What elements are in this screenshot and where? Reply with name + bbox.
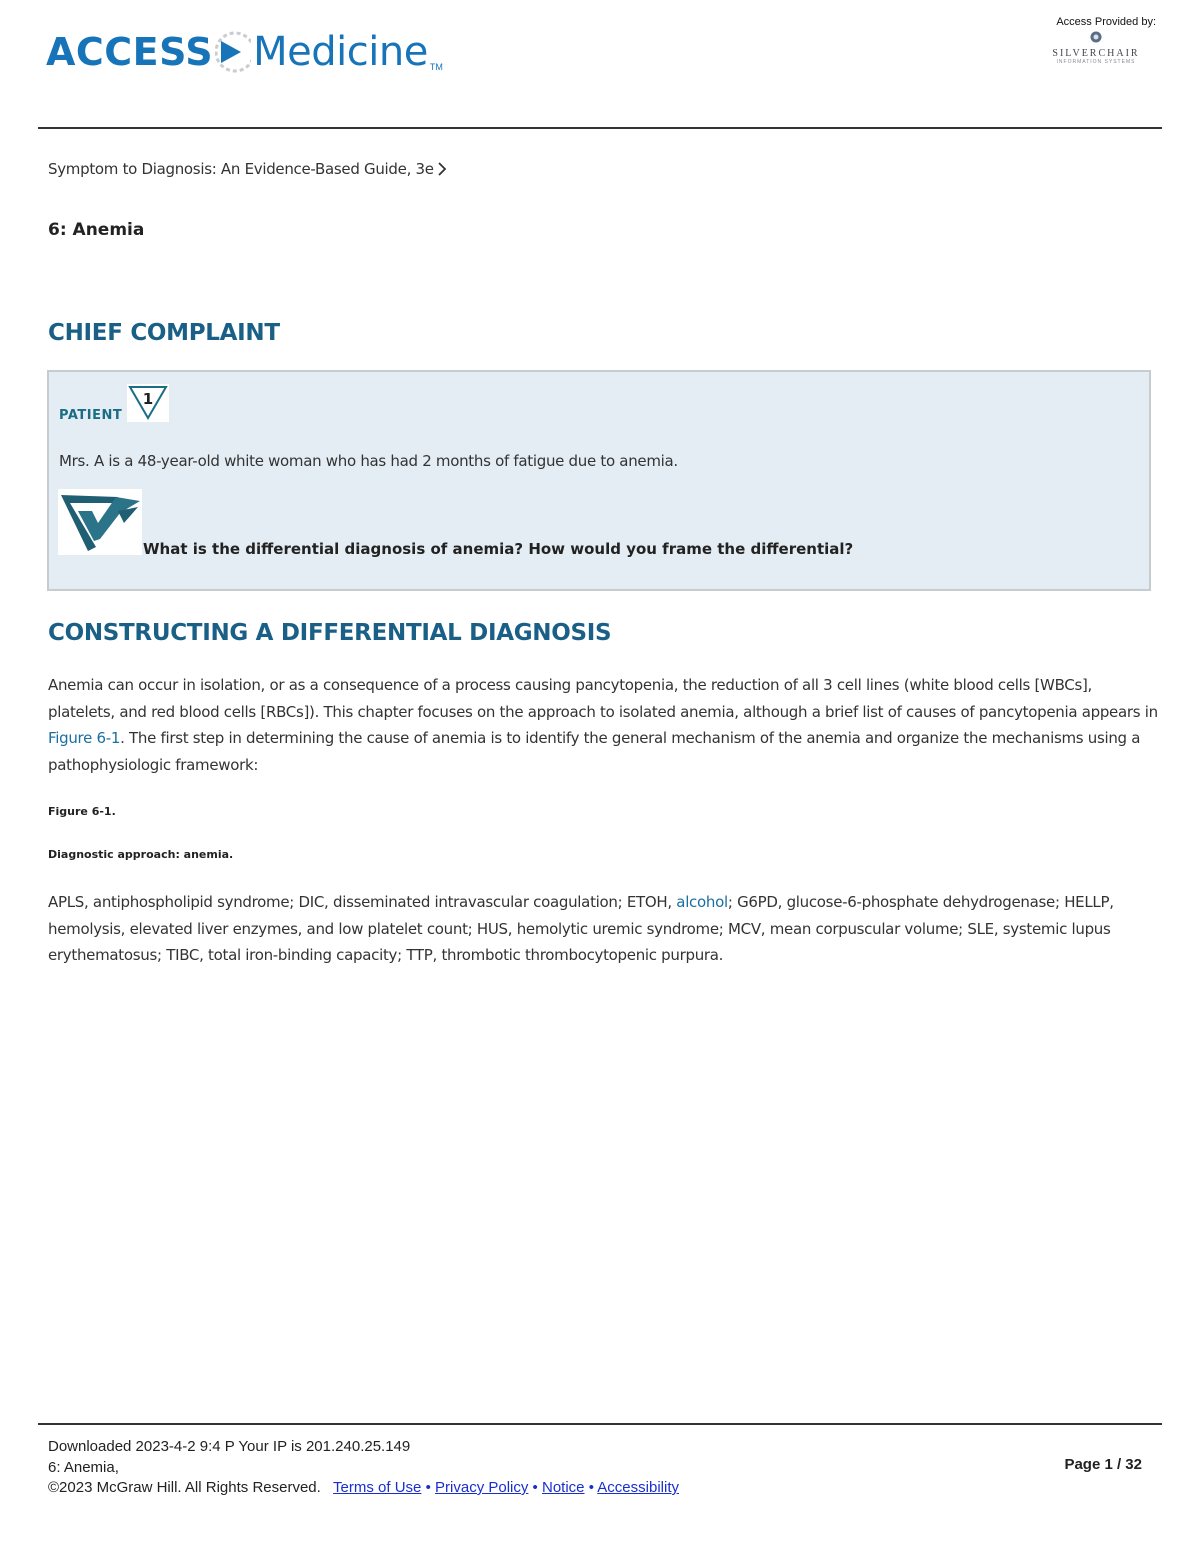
privacy-policy-link[interactable]: Privacy Policy xyxy=(435,1479,529,1496)
patient-number-icon xyxy=(127,384,169,422)
figure-legend xyxy=(48,889,1158,969)
accessmedicine-logo[interactable] xyxy=(46,22,443,82)
breadcrumb[interactable] xyxy=(48,160,447,178)
logo-arrow-icon xyxy=(215,22,251,82)
alcohol-link[interactable]: alcohol xyxy=(676,893,728,911)
footer-separator: • xyxy=(425,1479,431,1496)
provider-logo-icon xyxy=(1089,30,1103,44)
provider-name: SILVERCHAIR xyxy=(1052,48,1140,59)
provided-label: Access Provided by: xyxy=(1056,16,1156,28)
chief-complaint-heading: CHIEF COMPLAINT xyxy=(48,320,280,346)
terms-of-use-link[interactable]: Terms of Use xyxy=(333,1479,422,1496)
copyright: ©2023 McGraw Hill. All Rights Reserved. xyxy=(48,1479,321,1496)
patient-number: 1 xyxy=(142,390,154,408)
breadcrumb-book[interactable]: Symptom to Diagnosis: An Evidence-Based Guide, 3e xyxy=(48,160,434,178)
header-divider xyxy=(38,127,1162,129)
chevron-right-icon xyxy=(437,161,447,177)
logo-tm: TM xyxy=(429,62,443,72)
footer-chapter: 6: Anemia, xyxy=(48,1458,119,1476)
footer-divider xyxy=(38,1423,1162,1425)
differential-question: What is the differential diagnosis of anemia? How would you frame the differential? xyxy=(143,540,854,558)
legend-text-1: APLS, antiphospholipid syndrome; DIC, disseminated intravascular coagulation; ETOH, xyxy=(48,893,677,911)
access-provided-by xyxy=(1036,16,1156,65)
differential-text-1: Anemia can occur in isolation, or as a consequence of a process causing pancytopenia, the reduction of all 3 cell lines (white blood cells [WBCs], platelets, and red blood cells [RBCs]). This chapter focuses on the approach to isolated anemia, although a brief list of causes of pancytopenia appears in xyxy=(48,676,1158,721)
accessibility-link[interactable]: Accessibility xyxy=(597,1479,679,1496)
figure-6-1-link[interactable]: Figure 6-1 xyxy=(48,729,121,747)
differential-heading: CONSTRUCTING A DIFFERENTIAL DIAGNOSIS xyxy=(48,620,612,646)
patient-case-box xyxy=(47,370,1151,591)
page-number: Page 1 / 32 xyxy=(1064,1456,1142,1473)
differential-text-2: . The first step in determining the cause of anemia is to identify the general mechanism of the anemia and organize the mechanisms using a pathophysiologic framework: xyxy=(48,729,1141,774)
logo-medicine-text: Medicine xyxy=(253,29,428,75)
diagnosis-checkmark-icon xyxy=(58,489,142,555)
page-footer xyxy=(48,1437,679,1499)
provider-tagline: INFORMATION SYSTEMS xyxy=(1056,59,1136,65)
logo-access-text: ACCESS xyxy=(46,30,214,74)
chapter-title: 6: Anemia xyxy=(48,220,145,240)
footer-separator: • xyxy=(532,1479,538,1496)
patient-description: Mrs. A is a 48-year-old white woman who has had 2 months of fatigue due to anemia. xyxy=(59,452,678,470)
differential-paragraph xyxy=(48,672,1158,778)
legend-text-2: ; G6PD, glucose-6-phosphate dehydrogenase; HELLP, hemolysis, elevated liver enzymes, and low platelet count; HUS, hemolytic uremic syndrome; MCV, mean corpuscular volume; SLE, systemic lupus erythematosus; TIBC, total iron-binding capacity; TTP, thrombotic thrombocytopenic purpura. xyxy=(48,893,1114,964)
figure-caption: Diagnostic approach: anemia. xyxy=(48,848,234,861)
footer-legal xyxy=(48,1478,679,1499)
patient-label: PATIENT xyxy=(59,408,123,423)
download-info: Downloaded 2023-4-2 9:4 P Your IP is 201.240.25.149 xyxy=(48,1438,411,1455)
figure-label: Figure 6-1. xyxy=(48,805,116,818)
notice-link[interactable]: Notice xyxy=(541,1479,585,1496)
footer-separator: • xyxy=(588,1479,594,1496)
page-header xyxy=(0,0,1200,128)
